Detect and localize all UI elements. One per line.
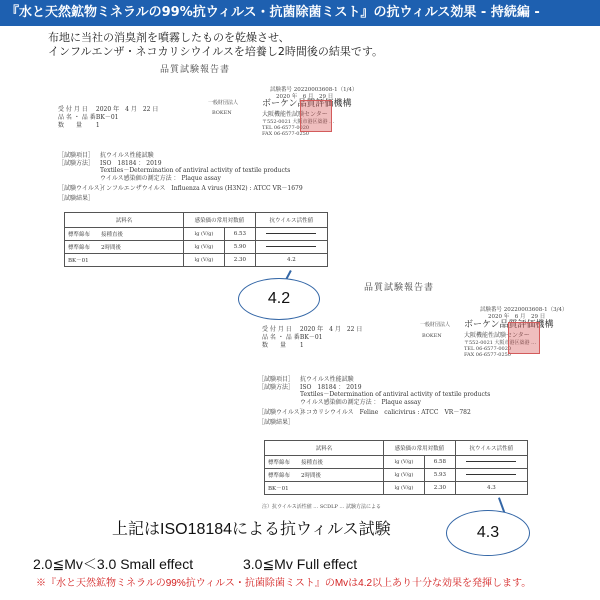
row-log-value: 5.90	[225, 241, 256, 254]
table-row	[265, 469, 528, 482]
effect-small: 2.0≦Mv＜3.0 Small effect	[33, 556, 194, 572]
quantity-label: 数 量	[58, 122, 83, 129]
col-header-activity: 抗ウイルス活性値	[255, 213, 327, 228]
field-test-method-assay: ウイルス感染価の測定方法 ： Plaque assay	[300, 398, 421, 406]
issuer-branch: 大阪機能性試験センター	[262, 111, 328, 118]
activity-callout-influenza: 4.2	[238, 278, 320, 320]
field-test-item-label: ［試験項目］	[258, 376, 295, 383]
received-date	[58, 106, 158, 114]
issuer-org-name: ボーケン品質評価機構	[262, 99, 352, 109]
product-name	[58, 114, 118, 122]
field-test-method-line3	[258, 399, 490, 407]
field-test-method-assay: ウイルス感染価の測定方法 ： Plaque assay	[100, 174, 221, 182]
received-date-label: 受 付 月 日	[58, 106, 88, 113]
product-name-label: 品 名 ・ 品 番	[262, 334, 300, 341]
issuer-org-block	[464, 320, 554, 358]
issuer-fax: FAX 06-6577-0250	[262, 131, 309, 137]
page-banner: 『水と天然鉱物ミネラルの99%抗ウィルス・抗菌除菌ミスト』の抗ウィルス効果 - 持続編 -	[0, 0, 600, 26]
quantity-value: 1	[299, 342, 304, 349]
received-date	[262, 326, 362, 334]
table-row	[265, 482, 528, 495]
received-date-value: 2020 年 4 月 22 日	[95, 106, 159, 113]
field-test-item-label: ［試験項目］	[58, 152, 95, 159]
col-header-log-value: 感染価の常用対数値	[384, 441, 456, 456]
received-date-value: 2020 年 4 月 22 日	[299, 326, 363, 333]
field-test-method	[58, 160, 303, 168]
row-sample-name: BK－01	[265, 482, 384, 495]
row-unit: lg (V/g)	[184, 241, 225, 254]
intro-line-2: インフルエンザ・ネコカリシウイルスを培養し2時間後の結果です。	[48, 45, 384, 58]
row-activity-dash	[255, 228, 327, 241]
field-test-item	[258, 376, 490, 384]
field-test-virus-label: ［試験ウイルス］	[258, 409, 306, 416]
row-activity-dash	[255, 241, 327, 254]
field-test-method	[258, 384, 490, 392]
issuer-small-label: 一般財団法人	[208, 100, 239, 106]
field-test-virus-value: ネコカリシウイルス Feline calicivirus : ATCC VR－782	[300, 409, 471, 416]
boken-logo: BOKEN	[422, 333, 442, 339]
issuer-block	[420, 322, 450, 328]
field-test-virus-value: インフルエンザウイルス Influenza A virus (H3N2) : ATCC VR－1679	[100, 185, 303, 192]
issuer-address: 〒552-0021 大阪市港区築港 …	[262, 119, 335, 125]
row-sample-name: 標準綿布 接種直後	[65, 228, 184, 241]
test-fields	[58, 152, 303, 202]
issuer-tel: TEL 06-6577-0020	[464, 346, 512, 352]
col-header-sample: 試料名	[65, 213, 184, 228]
row-log-value: 6.58	[425, 456, 456, 469]
field-test-method-label: ［試験方法］	[58, 159, 95, 167]
row-unit: lg (V/g)	[384, 469, 425, 482]
row-sample-name: 標準綿布 2時間後	[265, 469, 384, 482]
activity-callout-calicivirus: 4.3	[446, 510, 530, 556]
table-row	[65, 241, 328, 254]
report-title: 品質試験報告書	[160, 65, 231, 75]
row-sample-name: BK－01	[65, 254, 184, 267]
quantity	[262, 342, 304, 350]
row-unit: lg (V/g)	[384, 482, 425, 495]
row-unit: lg (V/g)	[184, 254, 225, 267]
row-activity-dash	[455, 456, 527, 469]
effect-full: 3.0≦Mv Full effect	[242, 556, 358, 572]
issuer-address: 〒552-0021 大阪市港区築港 …	[464, 340, 537, 346]
results-table	[264, 440, 528, 495]
field-test-item-value: 抗ウイルス性能試験	[100, 152, 154, 159]
issuer-small-label: 一般財団法人	[420, 322, 451, 328]
row-sample-name: 標準綿布 2時間後	[65, 241, 184, 254]
test-fields	[258, 376, 490, 426]
row-activity-dash	[455, 469, 527, 482]
product-name-value: BK－01	[95, 114, 119, 121]
intro-text	[48, 31, 383, 59]
col-header-sample: 試料名	[265, 441, 384, 456]
report-date: 2020 年 6 月 29 日	[488, 314, 546, 320]
field-test-virus-label: ［試験ウイルス］	[58, 185, 106, 192]
issuer-branch: 大阪機能性試験センター	[464, 332, 530, 339]
field-test-method-line2	[58, 167, 303, 175]
field-test-result-label: ［試験結果］	[258, 418, 295, 426]
row-sample-name: 標準綿布 接種直後	[265, 456, 384, 469]
row-log-value: 5.93	[425, 469, 456, 482]
col-header-activity: 抗ウイルス活性値	[455, 441, 527, 456]
results-table	[64, 212, 328, 267]
field-test-method-value: ISO 18184 ： 2019	[100, 159, 162, 167]
row-unit: lg (V/g)	[384, 456, 425, 469]
field-test-result	[258, 419, 490, 427]
official-seal	[300, 100, 332, 132]
effect-scale	[33, 554, 357, 574]
field-test-method-desc: Textiles－Determination of antiviral activity of textile products	[300, 391, 491, 398]
boken-logo: BOKEN	[212, 110, 232, 116]
row-log-value: 6.53	[225, 228, 256, 241]
quantity-label: 数 量	[262, 342, 287, 349]
product-footnote: ※『水と天然鉱物ミネラルの99%抗ウィルス・抗菌除菌ミスト』のMvは4.2以上あり十分な効果を発揮します。	[36, 578, 532, 589]
field-test-virus	[58, 185, 303, 193]
field-test-result-label: ［試験結果］	[58, 194, 95, 202]
issuer-block	[208, 100, 238, 106]
col-header-log-value: 感染価の常用対数値	[184, 213, 256, 228]
report-date: 2020 年 6 月 29 日	[276, 94, 334, 100]
table-row	[65, 254, 328, 267]
report-test-number: 試験番号 20220003608-1（3/4）	[480, 307, 568, 313]
iso-caption: 上記はISO18184による抗ウィルス試験	[112, 521, 391, 538]
table-footnote: 注）抗ウイルス活性値 … SCDLP … 試験方法による	[262, 504, 382, 510]
issuer-tel: TEL 06-6577-0020	[262, 125, 310, 131]
product-name-value: BK－01	[299, 334, 323, 341]
row-activity-value: 4.3	[455, 482, 527, 495]
field-test-result	[58, 195, 303, 203]
issuer-fax: FAX 06-6577-0250	[464, 352, 511, 358]
field-test-method-desc: Textiles－Determination of antiviral activity of textile products	[100, 167, 291, 174]
product-name	[262, 334, 322, 342]
intro-line-1: 布地に当社の消臭剤を噴霧したものを乾燥させ、	[48, 31, 290, 44]
row-log-value: 2.30	[425, 482, 456, 495]
issuer-org-name: ボーケン品質評価機構	[464, 320, 554, 330]
quantity	[58, 122, 100, 130]
field-test-method-label: ［試験方法］	[258, 383, 295, 391]
field-test-virus	[258, 409, 490, 417]
field-test-method-value: ISO 18184 ： 2019	[300, 383, 362, 391]
row-activity-value: 4.2	[255, 254, 327, 267]
received-date-label: 受 付 月 日	[262, 326, 292, 333]
report-test-number: 試験番号 20220003608-1（1/4）	[270, 87, 358, 93]
quantity-value: 1	[95, 122, 100, 129]
field-test-method-line3	[58, 175, 303, 183]
row-unit: lg (V/g)	[184, 228, 225, 241]
product-name-label: 品 名 ・ 品 番	[58, 114, 96, 121]
row-log-value: 2.30	[225, 254, 256, 267]
field-test-item-value: 抗ウイルス性能試験	[300, 376, 354, 383]
report-title: 品質試験報告書	[364, 283, 435, 293]
field-test-method-line2	[258, 391, 490, 399]
field-test-item	[58, 152, 303, 160]
issuer-org-block	[262, 99, 352, 137]
official-seal	[508, 322, 540, 354]
table-row	[65, 228, 328, 241]
table-row	[265, 456, 528, 469]
